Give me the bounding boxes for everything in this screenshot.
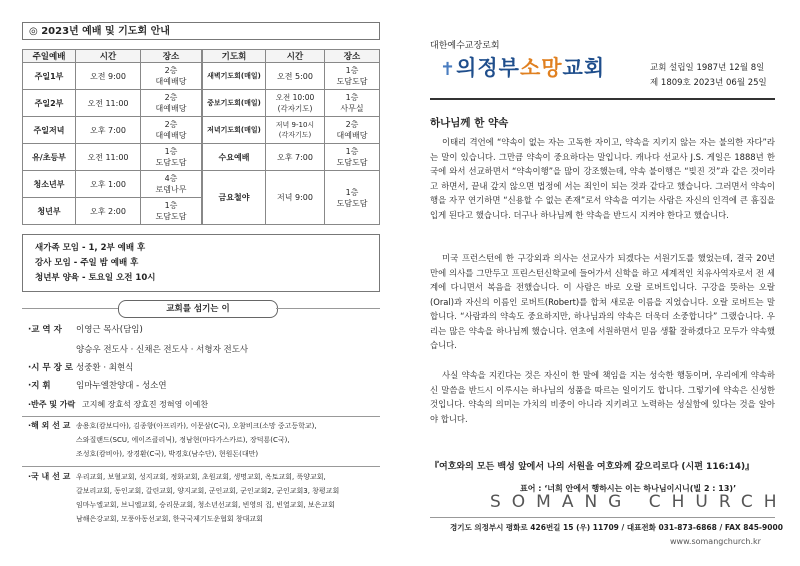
somang-church-wordmark: SOMANG CHURCH (490, 492, 788, 512)
col-header: 시간 (76, 50, 141, 63)
staff-role: ·지 휘 (28, 381, 51, 391)
staff-names: 임마누엘찬양대 - 성소연 (76, 381, 167, 391)
divider (430, 517, 775, 518)
schedule-title: ◎ 2023년 예배 및 기도회 안내 (22, 22, 380, 40)
worship-name: 주일2부 (23, 90, 76, 117)
col-header: 시간 (266, 50, 325, 63)
staff-row (28, 398, 208, 411)
divider (22, 466, 380, 467)
article-paragraph: 사실 약속을 지킨다는 것은 자신이 한 말에 책임을 지는 성숙한 행동이며, 우리에게 약속하신 말씀을 반드시 이루시는 하나님의 성품을 따르는 일이기도 합니다. 그렇기에 약속은 신성한 것입니다. 약속의 의미는 가치의 비중이 아니라 지키려고 노력하는 성실함에 있다는 것을 알아야 합니다. (430, 370, 775, 424)
notice-item: 새가족 모임 - 1, 2부 예배 후 (35, 243, 146, 253)
worship-time: 오전 9:00 (76, 63, 141, 90)
prayer-name: 중보기도회(매일) (203, 90, 266, 117)
overseas-mission (28, 419, 317, 461)
col-header: 장소 (325, 50, 380, 63)
website: www.somangchurch.kr (670, 537, 761, 546)
bible-verse: 『여호와의 모든 백성 앞에서 나의 서원을 여호와께 갚으리로다 (시편 116:14)』 (430, 462, 755, 472)
church-logo (440, 52, 605, 82)
domestic-line: 남해은강교회, 모풍아동선교회, 한국국제기도운협회 창대교회 (76, 515, 263, 523)
worship-place: 4층 로뎀나무 (141, 171, 202, 198)
prayer-place: 1층 도담도담 (325, 63, 380, 90)
worship-time: 오전 11:00 (76, 144, 141, 171)
overseas-line: 조성호(캄비아), 장경환(C국), 박경호(남수단), 현원돈(대만) (76, 450, 259, 458)
divider (276, 308, 380, 309)
staff-row (28, 380, 167, 393)
logo-text-main: 의정부 (456, 56, 520, 80)
staff-names: 고지혜 장효석 장효진 정혀영 이예찬 (82, 400, 209, 409)
staff-row (28, 324, 143, 337)
staff-names: 성중환 · 최현식 (76, 363, 134, 373)
staff-row (28, 344, 248, 357)
worship-time: 오후 2:00 (76, 198, 141, 225)
prayer-name: 새벽기도회(매일) (203, 63, 266, 90)
overseas-label: ·해 외 선 교 (28, 421, 71, 430)
prayer-time: 오후 7:00 (266, 144, 325, 171)
worship-place: 2층 대예배당 (141, 117, 202, 144)
prayer-time: 저녁 9-10시 (각자기도) (266, 117, 325, 144)
worship-table (22, 49, 202, 225)
serve-title: 교회를 섬기는 이 (118, 300, 278, 318)
prayer-name: 금요철야 (203, 171, 266, 225)
article-paragraph: 미국 프런스턴에 한 구강외과 의사는 선교사가 되겠다는 서원기도를 했었는데, 결국 20년 만에 의사를 그만두고 프린스턴신학교에 들어가서 신학을 하고 세계적인 치유사역자로서 전 세계에 다니면서 복음을 전했습니다. 이 사람은 바로 오랄 로버트입니다. 구강을 뜻하는 오랄(Oral)과 자신의 이름인 로버트(Robert)를 합쳐 새로운 이름을 지었습니다. 오랄 로버트는 말합니다. “사람과의 약속도 중요하지만, 하나님과의 약속은 더욱더 소중합니다” 그랬습니다. 우리는 많은 약속을 하나님께 했습니다. 연초에 서원하면서 믿음 생활 잘하겠다고 모두가 약속했습니다. (430, 253, 775, 350)
worship-name: 청년부 (23, 198, 76, 225)
domestic-mission (28, 470, 339, 526)
worship-place: 1층 도담도담 (141, 144, 202, 171)
domestic-label: ·국 내 선 교 (28, 472, 71, 481)
worship-place: 1층 도담도담 (141, 198, 202, 225)
staff-names: 양승우 전도사 · 신채은 전도사 · 서형자 전도사 (76, 345, 249, 355)
notice-item: 강사 모임 - 주일 밤 예배 후 (35, 258, 139, 268)
prayer-place: 1층 도담도담 (325, 171, 380, 225)
divider (22, 308, 118, 309)
prayer-place: 1층 도담도담 (325, 144, 380, 171)
col-header: 기도회 (203, 50, 266, 63)
overseas-line: 송용호(캄보디아), 김종향(아프리카), 이문삼(C국), 오참비크(소망 중고등학교), (76, 422, 317, 430)
prayer-place: 2층 대예배당 (325, 117, 380, 144)
cross-icon: ✝ (440, 59, 457, 80)
worship-name: 유/초등부 (23, 144, 76, 171)
worship-time: 오전 11:00 (76, 90, 141, 117)
prayer-place: 1층 사무실 (325, 90, 380, 117)
worship-place: 2층 대예배당 (141, 90, 202, 117)
staff-names: 이영근 목사(담임) (76, 325, 143, 335)
worship-name: 주일1부 (23, 63, 76, 90)
notice-box (22, 234, 380, 292)
overseas-line: 스와질랜드(SCU, 에이즈클리닉), 정남현(마다가스카르), 장덕룡(C국), (76, 436, 290, 444)
col-header: 주일예배 (23, 50, 76, 63)
prayer-name: 저녁기도회(매일) (203, 117, 266, 144)
domestic-line: 우리교회, 보혈교회, 성지교회, 정화교회, 초원교회, 생명교회, 옥토교회, 푹양교회, (76, 473, 326, 481)
founded-date: 교회 설립일 1987년 12월 8일 (650, 63, 765, 73)
prayer-time: 오전 5:00 (266, 63, 325, 90)
prayer-time: 오전 10:00 (각자기도) (266, 90, 325, 117)
worship-time: 오후 7:00 (76, 117, 141, 144)
logo-text-mid: 소망 (519, 56, 563, 80)
article-paragraph: 이태리 격언에 “약속이 없는 자는 고독한 자이고, 약속을 지키지 않는 자는 불의한 자다”라는 말이 있습니다. 그만큼 약속이 중요하다는 말입니다. 캐나다 선교사 J.S. 게일은 1888년 한국에 와서 선교하면서 “약속이행”을 많이 강조했는데, 약속 불이행은 “빚진 것”과 같은 것이라고 하면서, 끝내 갚지 않으면 법정에 서는 죄인이 되는 것과 같다고 했습니다. 그러면서 약속이행을 자꾸 연기하면 “신용할 수 없는 존재”로서 약속을 여기는 사람은 자신의 인격에 큰 흠집을 입게 된다고 했습니다. 더구나 하나님께 한 약속을 반드시 지켜야 한다고 했습니다. (430, 137, 775, 220)
notice-item: 청년부 양육 - 토요일 오전 10시 (35, 273, 156, 283)
worship-name: 주일저녁 (23, 117, 76, 144)
staff-row (28, 362, 133, 375)
divider (22, 416, 380, 417)
prayer-time: 저녁 9:00 (266, 171, 325, 225)
article-heading: 하나님께 한 약속 (430, 117, 509, 129)
worship-name: 청소년부 (23, 171, 76, 198)
domestic-line: 갈보리교회, 동인교회, 갈린교회, 양지교회, 군인교회, 군인교회2, 군인교회3, 창평교회 (76, 487, 340, 495)
staff-role: ·시 무 장 로 (28, 363, 73, 373)
prayer-table (202, 49, 380, 225)
motto: 표어 : ‘너희 안에서 행하시는 이는 하나님이시니(빌 2 : 13)’ (520, 484, 737, 493)
issue-info: 제 1809호 2023년 06월 25일 (650, 78, 767, 88)
prayer-name: 수요예배 (203, 144, 266, 171)
staff-role: ·반주 및 가락 (28, 400, 76, 409)
staff-role: ·교 역 자 (28, 325, 62, 335)
col-header: 장소 (141, 50, 202, 63)
worship-place: 2층 대예배당 (141, 63, 202, 90)
logo-text-end: 교회 (562, 56, 606, 80)
divider (430, 98, 775, 100)
denomination: 대한예수교장로회 (430, 41, 500, 51)
church-address: 경기도 의정부시 평화로 426번길 15 (우) 11709 / 대표전화 031-873-6868 / FAX 845-9000 (450, 523, 783, 532)
worship-time: 오후 1:00 (76, 171, 141, 198)
domestic-line: 임마누엘교회, 브니엘교회, 승리문교회, 청소년선교회, 빈영의 집, 빈열교회, 보은교회 (76, 501, 335, 509)
